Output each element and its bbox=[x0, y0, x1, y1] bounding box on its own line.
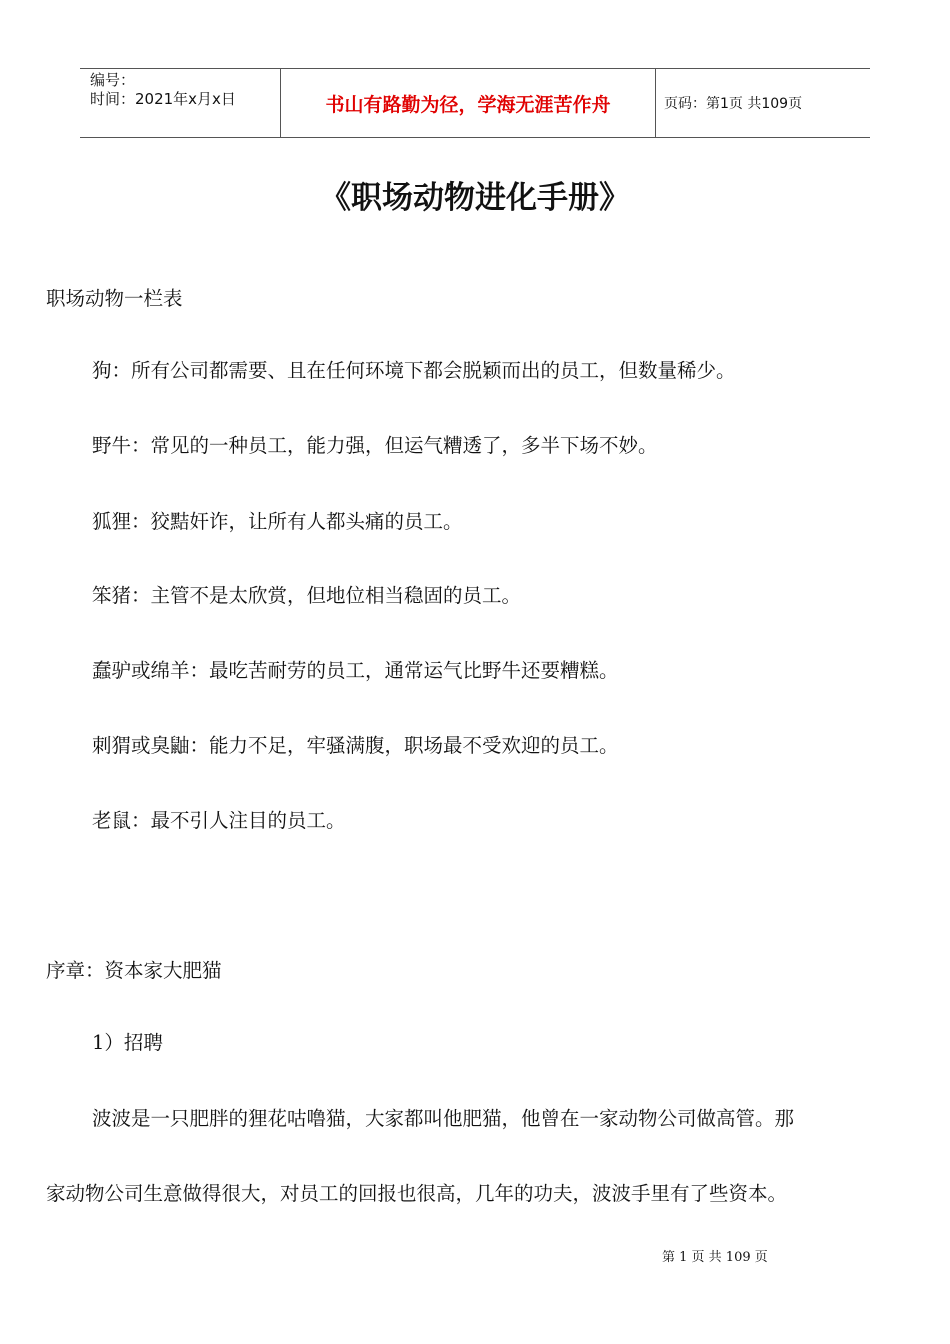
header-meta bbox=[90, 71, 236, 109]
list-item: 狗：所有公司都需要、且在任何环境下都会脱颖而出的员工，但数量稀少。 bbox=[92, 359, 736, 382]
section-heading-prologue: 序章：资本家大肥猫 bbox=[46, 959, 222, 982]
list-item: 老鼠：最不引人注目的员工。 bbox=[92, 809, 346, 832]
list-item: 蠢驴或绵羊：最吃苦耐劳的员工，通常运气比野牛还要糟糕。 bbox=[92, 659, 619, 682]
section-heading-animal-list: 职场动物一栏表 bbox=[46, 287, 183, 310]
list-item: 刺猬或臭鼬：能力不足，牢骚满腹，职场最不受欢迎的员工。 bbox=[92, 734, 619, 757]
page-footer: 第 1 页 共 109 页 bbox=[662, 1250, 768, 1265]
list-item: 笨猪：主管不是太欣赏，但地位相当稳固的员工。 bbox=[92, 584, 522, 607]
document-header bbox=[80, 68, 870, 138]
document-title: 《职场动物进化手册》 bbox=[320, 180, 630, 216]
paragraph-line: 波波是一只肥胖的狸花咕噜猫，大家都叫他肥猫，他曾在一家动物公司做高管。那 bbox=[92, 1107, 795, 1130]
header-page-info: 页码：第1页 共109页 bbox=[664, 96, 803, 112]
number-label: 编号： bbox=[90, 71, 136, 89]
paragraph-line: 家动物公司生意做得很大，对员工的回报也很高，几年的功夫，波波手里有了些资本。 bbox=[46, 1182, 788, 1205]
list-item: 野牛：常见的一种员工，能力强，但运气糟透了，多半下场不妙。 bbox=[92, 434, 658, 457]
header-motto: 书山有路勤为径，学海无涯苦作舟 bbox=[280, 69, 656, 137]
time-label: 时间：2021年x月x日 bbox=[90, 90, 236, 108]
subheading-recruitment: 1）招聘 bbox=[92, 1031, 163, 1054]
list-item: 狐狸：狡黠奸诈，让所有人都头痛的员工。 bbox=[92, 510, 463, 533]
